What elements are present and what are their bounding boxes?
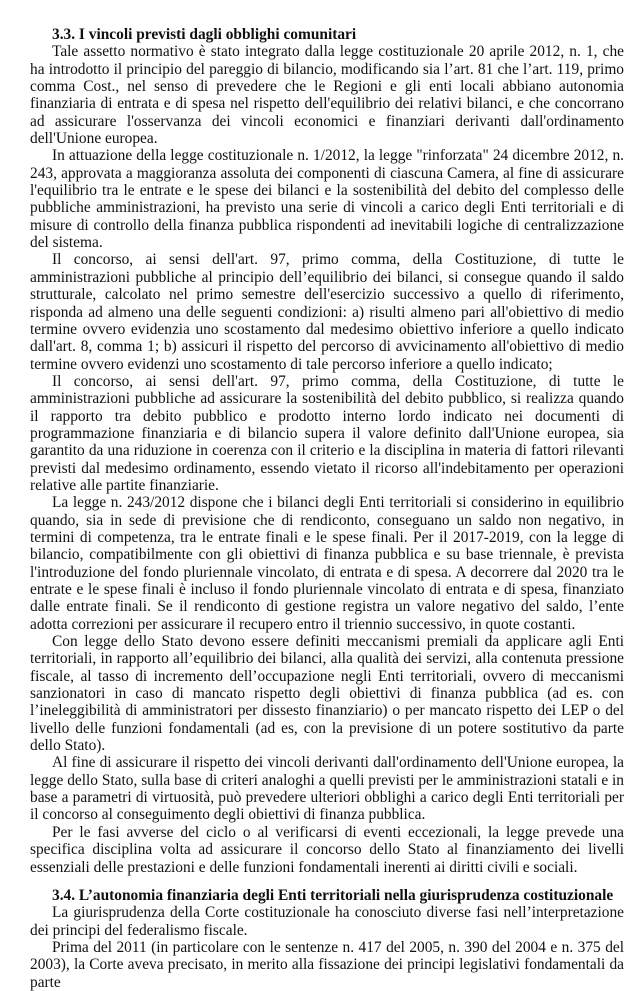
section-heading-3-3: 3.3. I vincoli previsti dagli obblighi comunitari bbox=[52, 26, 357, 43]
paragraph: Il concorso, ai sensi dell'art. 97, primo comma, della Costituzione, di tutte le amministrazioni pubbliche ad assicurare la sostenibilità del debito pubblico, si realizza quando il rapporto tra debito pubblico e prodotto interno lordo indicato nei documenti di programmazione finanziaria e di bilancio supera il valore definito dall'Unione europea, sia garantito da una riduzione in coerenza con il criterio e la disciplina in materia di fattori rilevanti previsti dal medesimo ordinamento, essendo vietato il ricorso all'indebitamento per operazioni relative alle partite finanziarie. bbox=[30, 372, 624, 494]
paragraph: Al fine di assicurare il rispetto dei vincoli derivanti dall'ordinamento dell'Unione europea, la legge dello Stato, sulla base di criteri analoghi a quelli previsti per le amministrazioni statali e in base a parametri di virtuosità, può prevedere ulteriori obblighi a carico degli Enti territoriali per il concorso al conseguimento degli obiettivi di finanza pubblica. bbox=[30, 754, 624, 824]
paragraph: Per le fasi avverse del ciclo o al verificarsi di eventi eccezionali, la legge prevede una specifica disciplina volta ad assicurare il concorso dello Stato al finanziamento dei livelli essenziali delle prestazioni e delle funzioni fondamentali inerenti ai diritti civili e sociali. bbox=[30, 823, 624, 876]
paragraph: La legge n. 243/2012 dispone che i bilanci degli Enti territoriali si considerino in equilibrio quando, sia in sede di previsione che di rendiconto, conseguano un saldo non negativo, in termini di competenza, tra le entrate finali e le spese finali. Per il 2017-2019, con la legge di bilancio, compatibilmente con gli obiettivi di finanza pubblica e su base triennale, è prevista l'introduzione del fondo pluriennale vincolato, di entrata e di spesa. A decorrere dal 2020 tra le entrate e le spese finali è incluso il fondo pluriennale vincolato di entrata e di spesa, finanziato dalle entrate finali. Se il rendiconto di gestione registra un valore negativo del saldo, l’ente adotta correzioni per assicurare il recupero entro il triennio successivo, in quote costanti. bbox=[30, 494, 624, 633]
paragraph: La giurisprudenza della Corte costituzionale ha conosciuto diverse fasi nell’interpretazione dei principi del federalismo fiscale. bbox=[30, 904, 624, 939]
document-page bbox=[30, 26, 624, 991]
paragraph: Tale assetto normativo è stato integrato dalla legge costituzionale 20 aprile 2012, n. 1, che ha introdotto il principio del pareggio di bilancio, modificando sia l’art. 81 che l’art. 119, primo comma Cost., nel senso di prevedere che le Regioni e gli enti locali abbiano autonomia finanziaria di entrata e di spesa nel rispetto dell'equilibrio dei relativi bilanci, e che concorrano ad assicurare l'osservanza dei vincoli economici e finanziari derivanti dall'ordinamento dell'Unione europea. bbox=[30, 43, 624, 148]
section-heading-3-4: 3.4. L’autonomia finanziaria degli Enti territoriali nella giurisprudenza costituzionale bbox=[52, 886, 614, 904]
paragraph: Il concorso, ai sensi dell'art. 97, primo comma, della Costituzione, di tutte le amministrazioni pubbliche al principio dell’equilibrio dei bilanci, si consegue quando il saldo strutturale, calcolato nel primo semestre dell'esercizio successivo a quello di riferimento, risponda ad almeno una delle seguenti condizioni: a) risulti almeno pari all'obiettivo di medio termine ovvero evidenzia uno scostamento dal medesimo obiettivo inferiore a quello indicato dall'art. 8, comma 1; b) assicuri il rispetto del percorso di avvicinamento all'obiettivo di medio termine ovvero evidenzi uno scostamento di tale percorso inferiore a quello indicato; bbox=[30, 251, 624, 373]
paragraph: Prima del 2011 (in particolare con le sentenze n. 417 del 2005, n. 390 del 2004 e n. 375 del 2003), la Corte aveva precisato, in merito alla fissazione dei principi legislativi fondamentali da parte bbox=[30, 938, 624, 991]
paragraph: In attuazione della legge costituzionale n. 1/2012, la legge "rinforzata" 24 dicembre 2012, n. 243, approvata a maggioranza assoluta dei componenti di ciascuna Camera, al fine di assicurare l'equilibrio tra le entrate e le spese dei bilanci e la sostenibilità del debito del complesso delle pubbliche amministrazioni, ha previsto una serie di vincoli a carico degli Enti territoriali e di misure di controllo della finanza pubblica rispondenti ad inevitabili logiche di centralizzazione del sistema. bbox=[30, 147, 624, 252]
paragraph: Con legge dello Stato devono essere definiti meccanismi premiali da applicare agli Enti territoriali, in rapporto all’equilibrio dei bilanci, alla qualità dei servizi, alla contenuta pressione fiscale, al tasso di incremento dell’occupazione negli Enti territoriali, ovvero di meccanismi sanzionatori in caso di mancato rispetto degli obiettivi di finanza pubblica (ad es. con l’ineleggibilità di amministratori per dissesto finanziario) o per mancato rispetto dei LEP o del livello delle funzioni fondamentali (ad es, con la previsione di un potere sostitutivo da parte dello Stato). bbox=[30, 633, 624, 755]
